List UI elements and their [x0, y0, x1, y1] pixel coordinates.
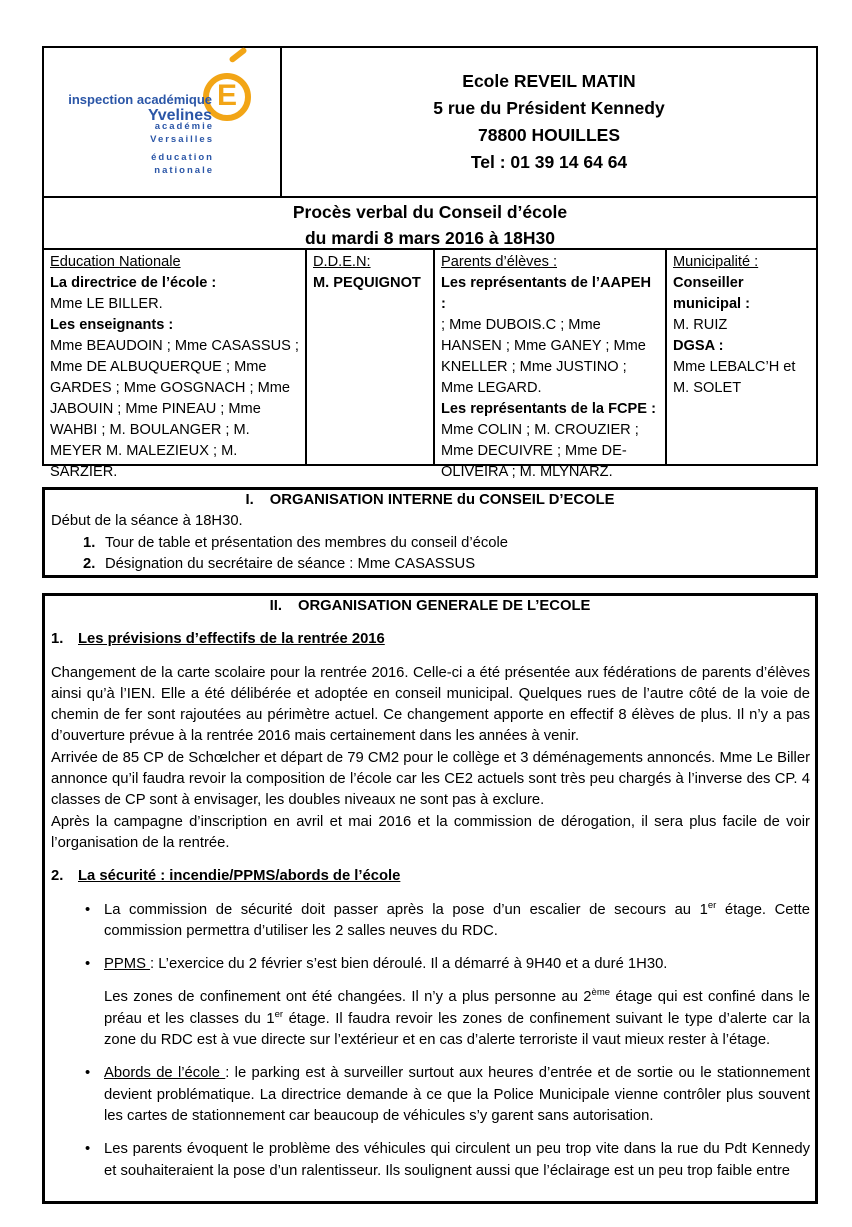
attendee-names: Mme BEAUDOIN ; Mme CASASSUS ; Mme DE ALBUQUERQUE ; Mme GARDES ; Mme GOSGNACH ; Mme JABOUIN ; Mme PINEAU ; Mme WAHBI ; M. BOULANGER ; M. MEYER M. MALEZIEUX ; M. SARZIER. [50, 338, 299, 480]
role-label: La directrice de l’école : [50, 275, 217, 291]
bullet-text: Les parents évoquent le problème des véhicules qui circulent un peu trop vite dans la rue du Pdt Kennedy et souhaiteraient la pose d’un ralentisseur. Ils soulignent aussi que l’éclairage est un peu trop faible entre [104, 1141, 810, 1179]
section-1-box [42, 487, 818, 578]
seance-start-text: Début de la séance à 18H30. [51, 513, 243, 530]
attendee-name: Mme LE BILLER. [50, 296, 163, 312]
attendees-municipalite [667, 250, 816, 464]
text-segment: La commission de sécurité doit passer après la pose d’un escalier de secours au 1 [104, 901, 708, 918]
bullet-icon: • [85, 901, 91, 918]
paragraph: Changement de la carte scolaire pour la rentrée 2016. Celle-ci a été présentée aux fédérations de parents d’élèves ainsi qu’à l’IEN. Elle a été délibérée et adoptée en conseil municipal. Quelques rues de l’autre côté de la voie de chemin de fer sont rajoutées au périmètre actuel. Ce changement apporte en effectif 8 élèves de plus. Il n’y a pas d’ouverture prévue à la rentrée 2016 mais certainement dans les années à venir. [51, 664, 810, 745]
item-text: Tour de table et présentation des membres du conseil d’école [105, 534, 509, 551]
school-street: 5 rue du Président Kennedy [433, 98, 665, 118]
subsection-title: Les prévisions d’effectifs de la rentrée 2016 [78, 631, 385, 648]
role-label: Les enseignants : [50, 317, 174, 333]
paragraph: Arrivée de 85 CP de Schœlcher et départ de 79 CM2 pour le collège et 3 déménagements annoncés. Mme Le Biller annonce qu’il faudra revoir la composition de l’école car les CE2 actuels sont très peu chargés à l’inverse des CP. 4 classes de CP sont à envisager, les doubles niveaux ne sont pas à exclure. [51, 749, 810, 809]
bullet-icon: • [85, 1065, 91, 1082]
superscript: er [707, 899, 717, 911]
underlined-lead: PPMS [104, 956, 151, 973]
subsection-title: La sécurité : incendie/PPMS/abords de l’école [78, 868, 401, 885]
attendee-names: Mme COLIN ; M. CROUZIER ; Mme DECUIVRE ; Mme DE-OLIVEIRA ; M. MLYNARZ. [441, 422, 639, 480]
attendee-name: M. PEQUIGNOT [313, 275, 421, 291]
header-table [42, 46, 818, 480]
text-segment: : le parking est à surveiller surtout aux heures d’entrée et de sortie ou le stationnement devient problématique. La directrice demande à ce que la Police Municipale vienne contrôler plus souvent les cartes de stationnement car beaucoup de véhicules s’y garent sans autorisation. [104, 1065, 810, 1124]
paragraph: Après la campagne d’inscription en avril et mai 2016 et la commission de dérogation, il sera plus facile de voir l’organisation de la rentrée. [51, 813, 810, 851]
bullet-parents [45, 1139, 815, 1182]
logo-line2: Yvelines [147, 107, 212, 124]
school-city: 78800 HOUILLES [478, 125, 620, 145]
bullet-commission [45, 900, 815, 943]
subsection-number: 1. [51, 631, 64, 648]
list-item [45, 533, 815, 554]
zones-confinement-paragraph [45, 987, 815, 1051]
logo-academie-versailles [150, 120, 214, 146]
role-label: DGSA : [673, 338, 724, 354]
logo-sub1-line2: Versailles [150, 134, 214, 145]
subsection-effectifs-heading [45, 629, 815, 650]
attendees-dden [307, 250, 435, 464]
section-2-heading-text: ORGANISATION GENERALE DE L’ECOLE [297, 598, 591, 614]
section-1-numeral: I. [245, 492, 254, 508]
underlined-lead: Abords de l’école [104, 1065, 226, 1082]
logo-line1: inspection académique [68, 92, 212, 107]
col-heading: Parents d’élèves : [441, 254, 558, 270]
subsection-securite-heading [45, 866, 815, 887]
school-tel: Tel : 01 39 14 64 64 [470, 152, 628, 172]
attendees-parents [435, 250, 667, 480]
title-line1: Procès verbal du Conseil d’école [292, 202, 568, 222]
bullet-icon: • [85, 1141, 91, 1158]
bullet-text [104, 1063, 810, 1127]
item-text: Désignation du secrétaire de séance : Mme CASASSUS [105, 555, 476, 572]
superscript: er [274, 1008, 284, 1020]
col-heading: Municipalité : [673, 254, 759, 270]
document-title [44, 198, 816, 250]
section-1-heading-text: ORGANISATION INTERNE du CONSEIL D’ECOLE [269, 492, 615, 508]
item-number: 2. [83, 555, 96, 572]
bullet-text [104, 900, 810, 943]
role-label: Les représentants de la FCPE : [441, 401, 656, 417]
text-segment: étage. Il faudra revoir les zones de confinement suivant le type d’alerte car la zone du RDC est à vue directe sur l’extérieur et en cas d’alerte terroriste il vaut mieux rester à l’étage. [104, 1010, 810, 1049]
col-heading: D.D.E.N: [313, 254, 371, 270]
text-segment: : L’exercice du 2 février s’est bien déroulé. Il a démarré à 9H40 et a duré 1H30. [150, 956, 668, 973]
bullet-ppms [45, 954, 815, 975]
logo-education-nationale [151, 151, 214, 177]
logo-accent-icon [228, 46, 247, 63]
text-segment: étage qui est confiné dans le préau et les classes du 1 [104, 989, 810, 1027]
logo-sub2-line2: nationale [154, 165, 214, 176]
bullet-text [104, 954, 810, 975]
list-item [45, 554, 815, 575]
text-segment: Les zones de confinement ont été changées. Il n’y a plus personne au 2 [104, 989, 592, 1006]
attendee-name: M. RUIZ [673, 317, 728, 333]
logo-letter: E [216, 79, 237, 112]
school-name: Ecole REVEIL MATIN [462, 71, 636, 91]
attendee-names: ; Mme DUBOIS.C ; Mme HANSEN ; Mme GANEY ; Mme KNELLER ; Mme JUSTINO ; Mme LEGARD. [441, 317, 646, 396]
text-segment: étage. Cette commission permettra d’utiliser les 2 salles neuves du RDC. [104, 901, 810, 939]
section-1-heading [45, 490, 815, 511]
section-2-heading [45, 596, 815, 617]
title-line2: du mardi 8 mars 2016 à 18H30 [304, 228, 555, 248]
section-2-numeral: II. [269, 598, 282, 614]
col-heading: Education Nationale [50, 254, 181, 270]
header-row [44, 48, 816, 198]
effectifs-paragraphs [45, 663, 815, 855]
attendees-table [44, 250, 816, 480]
item-number: 1. [83, 534, 96, 551]
role-label: Conseiller municipal : [673, 275, 751, 312]
academy-logo [44, 48, 282, 196]
bullet-abords [45, 1063, 815, 1127]
attendee-names: Mme LEBALC’H et M. SOLET [673, 359, 796, 396]
logo-sub1-line1: académie [154, 121, 214, 132]
bullet-icon: • [85, 956, 91, 973]
school-address-block [282, 48, 816, 196]
subsection-number: 2. [51, 868, 64, 885]
role-label: Les représentants de l’AAPEH : [441, 275, 652, 312]
attendees-education-nationale [44, 250, 307, 480]
superscript: ème [591, 987, 611, 999]
section-2-box [42, 593, 818, 1204]
logo-sub2-line1: éducation [151, 152, 214, 163]
